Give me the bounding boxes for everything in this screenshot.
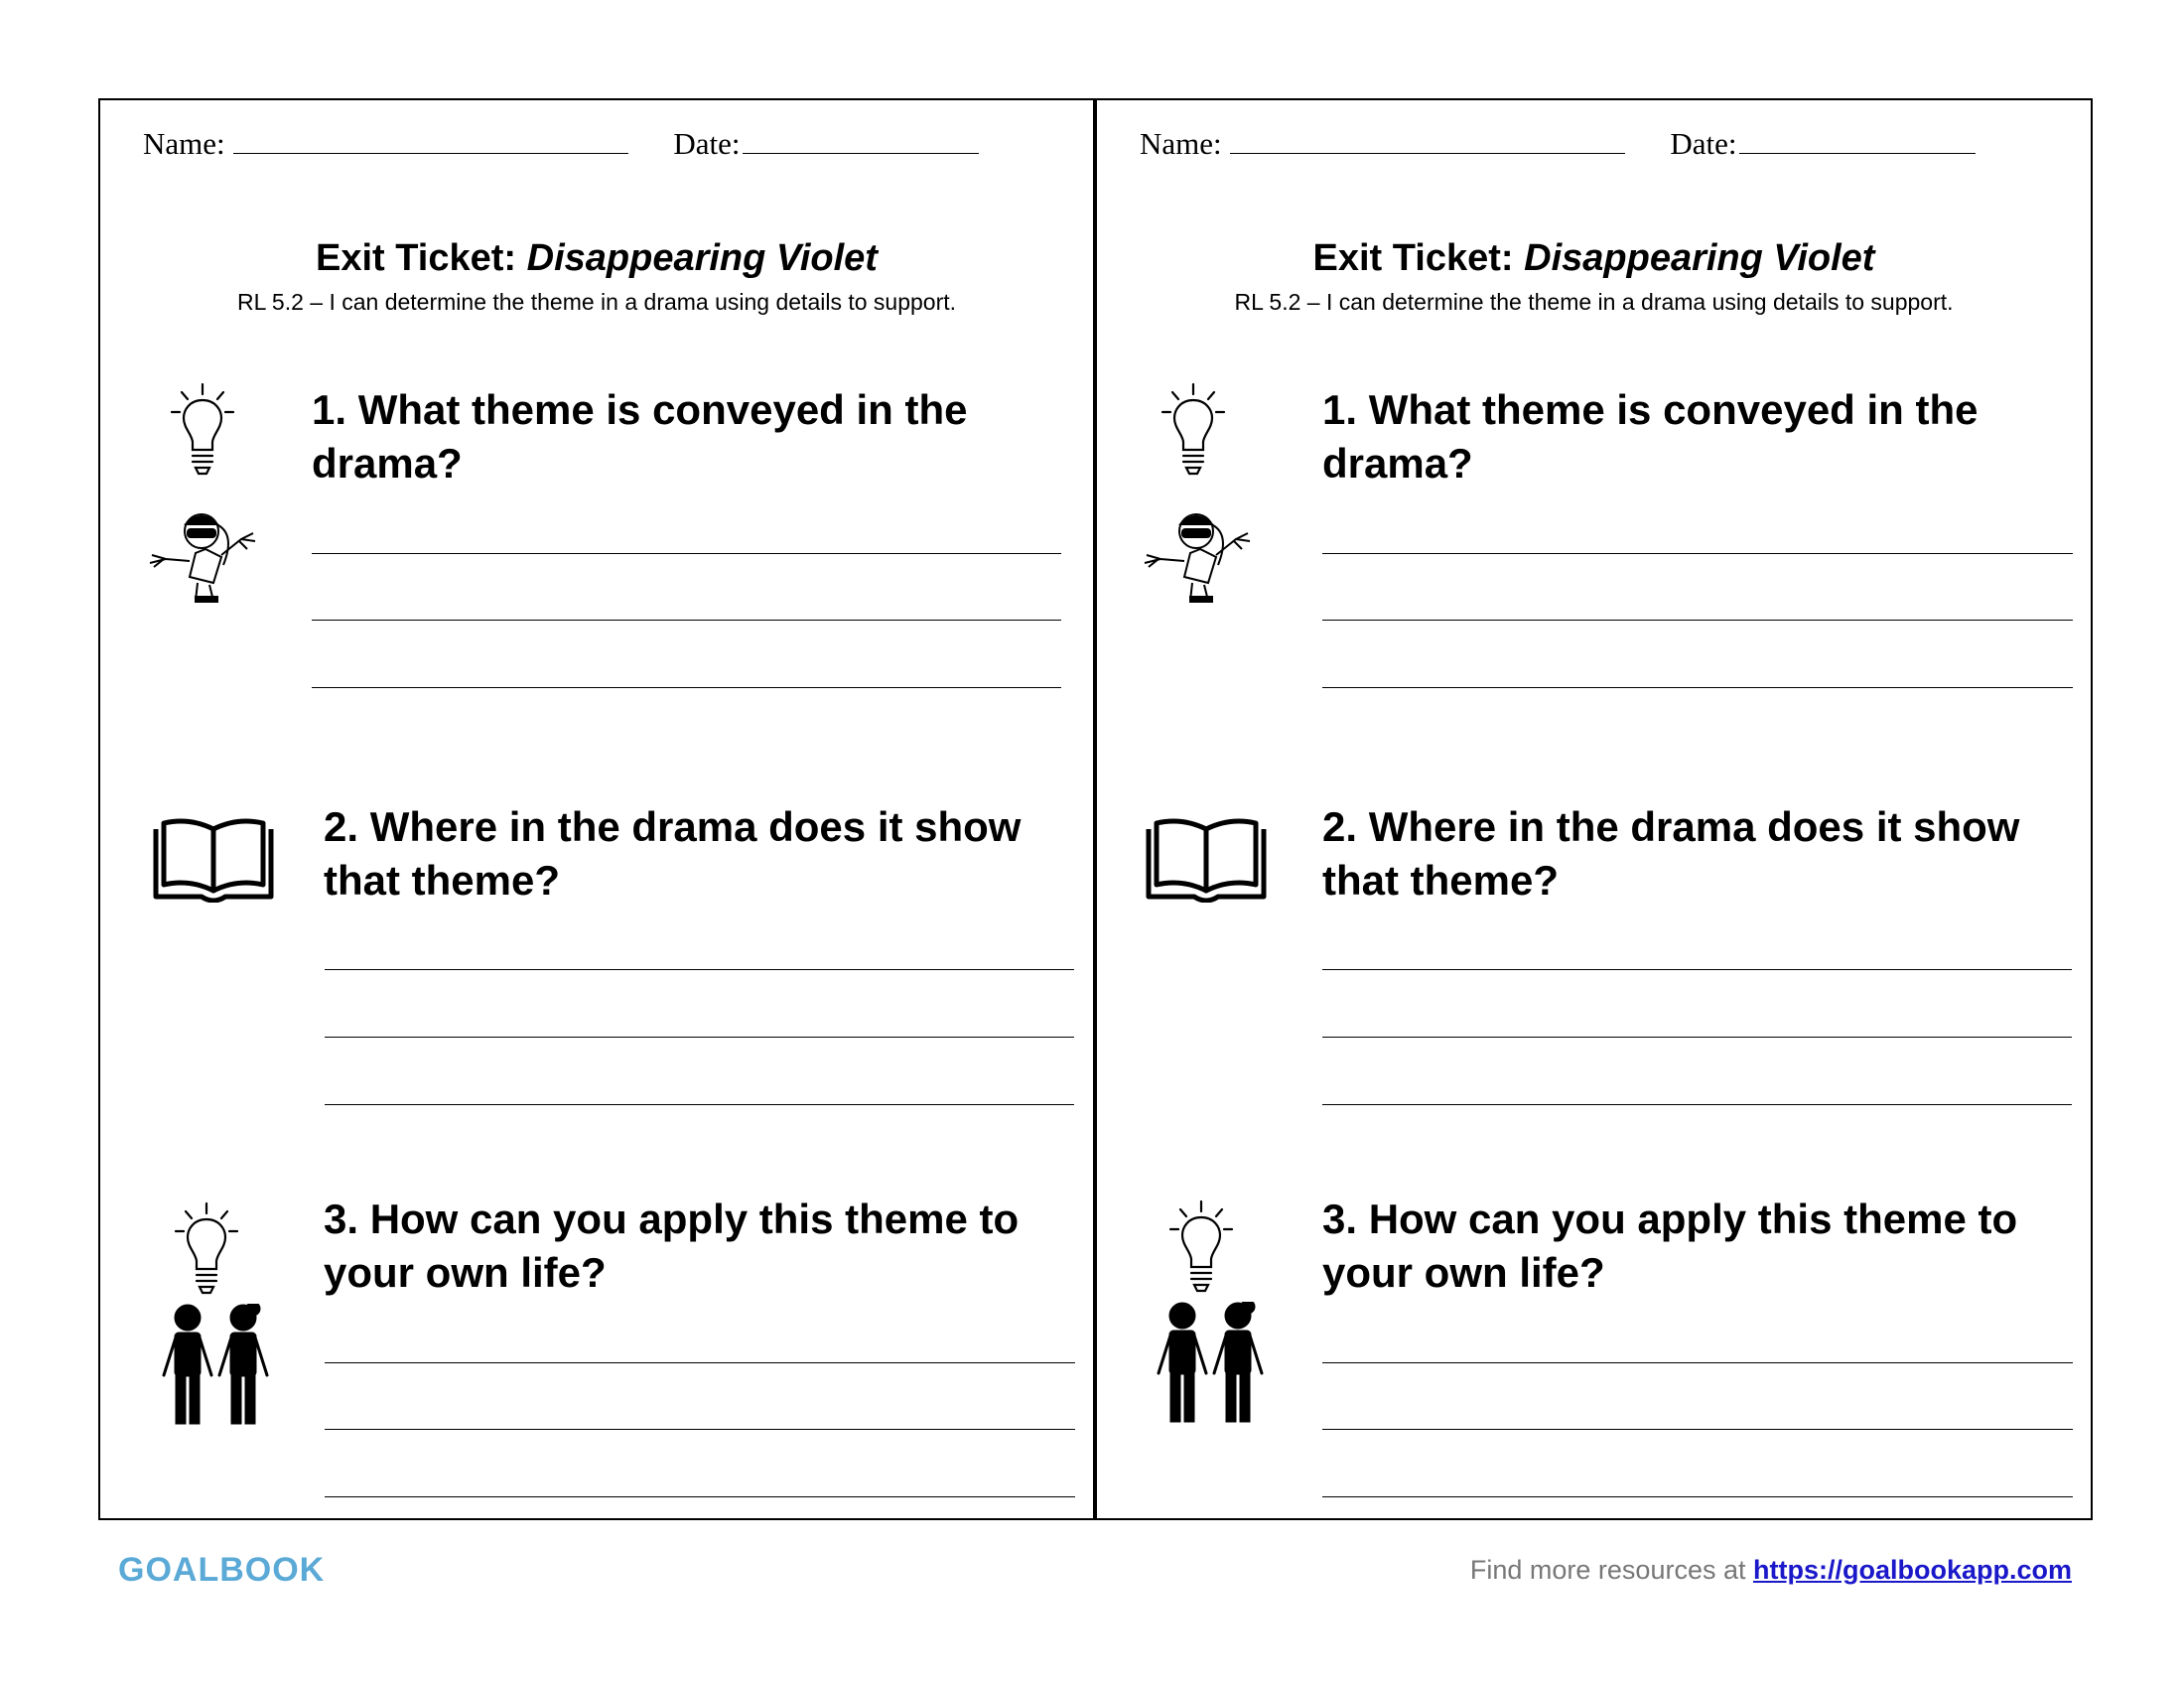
name-field[interactable] [233, 152, 628, 154]
open-book-icon [1143, 815, 1270, 903]
two-people-icon [1151, 1302, 1270, 1427]
answer-line[interactable] [1322, 1037, 2072, 1038]
answer-line[interactable] [1322, 1362, 2073, 1363]
lightbulb-icon [168, 380, 237, 480]
title-story: Disappearing Violet [526, 237, 878, 279]
open-book-icon [150, 815, 277, 903]
name-field[interactable] [1230, 152, 1625, 154]
question-3: 3. How can you apply this theme to your own life? [324, 1196, 1020, 1296]
answer-line[interactable] [1322, 687, 2073, 688]
footer-resources [1470, 1555, 2072, 1586]
question-2: 2. Where in the drama does it show that theme? [324, 803, 1022, 904]
two-people-icon [156, 1304, 275, 1429]
answer-line[interactable] [312, 687, 1061, 688]
name-label: Name: [143, 126, 225, 161]
question-3: 3. How can you apply this theme to your own life? [1322, 1196, 2018, 1296]
answer-line[interactable] [1322, 620, 2073, 621]
standard-statement: RL 5.2 – I can determine the theme in a drama using details to support. [236, 289, 957, 315]
answer-line[interactable] [1322, 969, 2072, 970]
ticket-title [100, 237, 1093, 280]
question-2: 2. Where in the drama does it show that theme? [1322, 803, 2020, 904]
title-prefix: Exit Ticket: [1312, 237, 1514, 279]
answer-line[interactable] [325, 1496, 1075, 1497]
name-label: Name: [1140, 126, 1222, 161]
name-date-header [1140, 126, 1976, 162]
answer-line[interactable] [1322, 1429, 2073, 1430]
date-field[interactable] [743, 152, 979, 154]
answer-line[interactable] [325, 1104, 1074, 1105]
answer-line[interactable] [1322, 1104, 2072, 1105]
exit-ticket-right [1095, 98, 2093, 1520]
name-date-header [143, 126, 979, 162]
answer-line[interactable] [325, 1429, 1075, 1430]
date-field[interactable] [1739, 152, 1976, 154]
lightbulb-icon [1159, 380, 1228, 480]
exit-ticket-left [98, 98, 1095, 1520]
footer-text: Find more resources at [1469, 1555, 1746, 1585]
question-1: 1. What theme is conveyed in the drama? [312, 386, 968, 487]
date-label: Date: [673, 126, 741, 161]
violet-character-icon [1139, 505, 1258, 605]
answer-line[interactable] [325, 1362, 1075, 1363]
date-label: Date: [1670, 126, 1737, 161]
lightbulb-icon [1166, 1197, 1236, 1297]
answer-line[interactable] [312, 553, 1061, 554]
title-story: Disappearing Violet [1524, 237, 1875, 279]
answer-line[interactable] [325, 969, 1074, 970]
violet-character-icon [144, 505, 263, 605]
goalbook-logo: GOALBOOK [118, 1551, 326, 1589]
question-1: 1. What theme is conveyed in the drama? [1322, 386, 1979, 487]
standard-statement: RL 5.2 – I can determine the theme in a drama using details to support. [1234, 289, 1954, 315]
title-prefix: Exit Ticket: [316, 237, 517, 279]
ticket-title [1097, 237, 2091, 280]
answer-line[interactable] [325, 1037, 1074, 1038]
lightbulb-icon [172, 1199, 241, 1299]
answer-line[interactable] [1322, 553, 2073, 554]
answer-line[interactable] [312, 620, 1061, 621]
answer-line[interactable] [1322, 1496, 2073, 1497]
goalbook-link[interactable]: https://goalbookapp.com [1753, 1555, 2072, 1585]
